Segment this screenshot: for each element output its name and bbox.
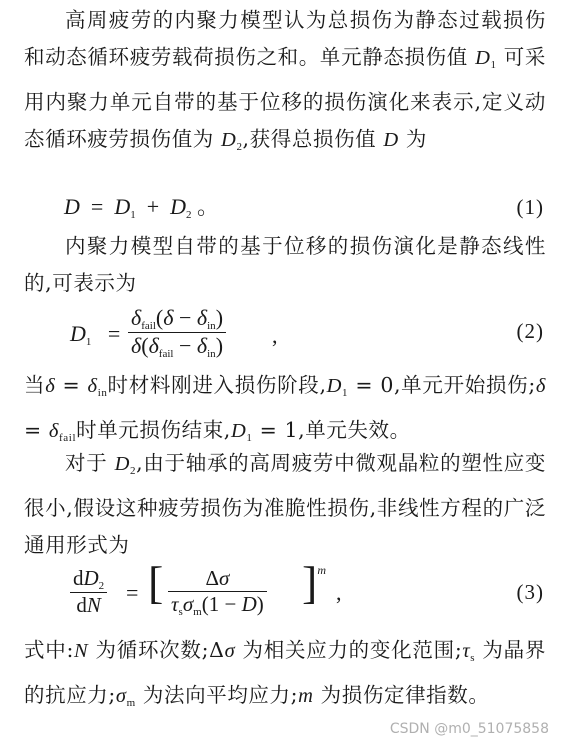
lhs-fraction: $dD_2$ dN — [70, 566, 107, 618]
equation-number-2: (2) — [516, 319, 544, 343]
equation-3: $dD_2$ dN = [ Δσ $\tau_s\sigma_m(1 - D)$ ]$^m$ , (3) — [64, 560, 544, 632]
paragraph-2: 内聚力模型自带的基于位移的损伤演化是静态线性的,可表示为 — [24, 234, 546, 295]
paragraph-3: 当$\delta = \delta_{in}$时材料刚进入损伤阶段$,D_1 = 0$,单元开始损伤;δ = $\delta_{fail}$时单元损伤结束$,D_1 = 1$,单元失效。 — [24, 373, 546, 444]
equation-1: $D = D_1 + D_2$ 。 (1) — [64, 191, 544, 223]
equation-number-1: (1) — [516, 195, 544, 219]
watermark: CSDN @m0_51075858 — [389, 721, 549, 737]
fraction-denominator: $\delta(\delta_{fail} - \delta_{in})$ — [131, 333, 224, 360]
damage-fraction — [128, 305, 226, 360]
paragraph-4: 对于 $D_2$,由于轴承的高周疲劳中微观晶粒的塑性应变很小,假设这种疲劳损伤为准脆性损伤,非线性方程的广泛通用形式为 — [24, 451, 547, 557]
equation-number-3: (3) — [516, 580, 544, 604]
fraction-numerator: $\delta_{fail}(\delta - \delta_{in})$ — [131, 305, 224, 332]
rhs-fraction: Δσ $\tau_s\sigma_m(1 - D)$ — [168, 566, 267, 618]
paragraph-1: 高周疲劳的内聚力模型认为总损伤为静态过载损伤和动态循环疲劳载荷损伤之和。单元静态损伤值 $D_1$ 可采用内聚力单元自带的基于位移的损伤演化来表示,定义动态循环疲劳损伤值为 $D_2$,获得总损伤值 D 为 — [24, 8, 546, 153]
equation-2: $D_1$ = $\delta_{fail}(\delta - \delta_{in})$ $\delta(\delta_{fail} - \delta_{in})$ , (2) — [70, 305, 544, 360]
paragraph-5: 式中:N 为循环次数;Δσ 为相关应力的变化范围$;\tau_s$ 为晶界的抗应力$;\sigma_m$ 为法向平均应力;m 为损伤定律指数。 — [24, 638, 546, 709]
